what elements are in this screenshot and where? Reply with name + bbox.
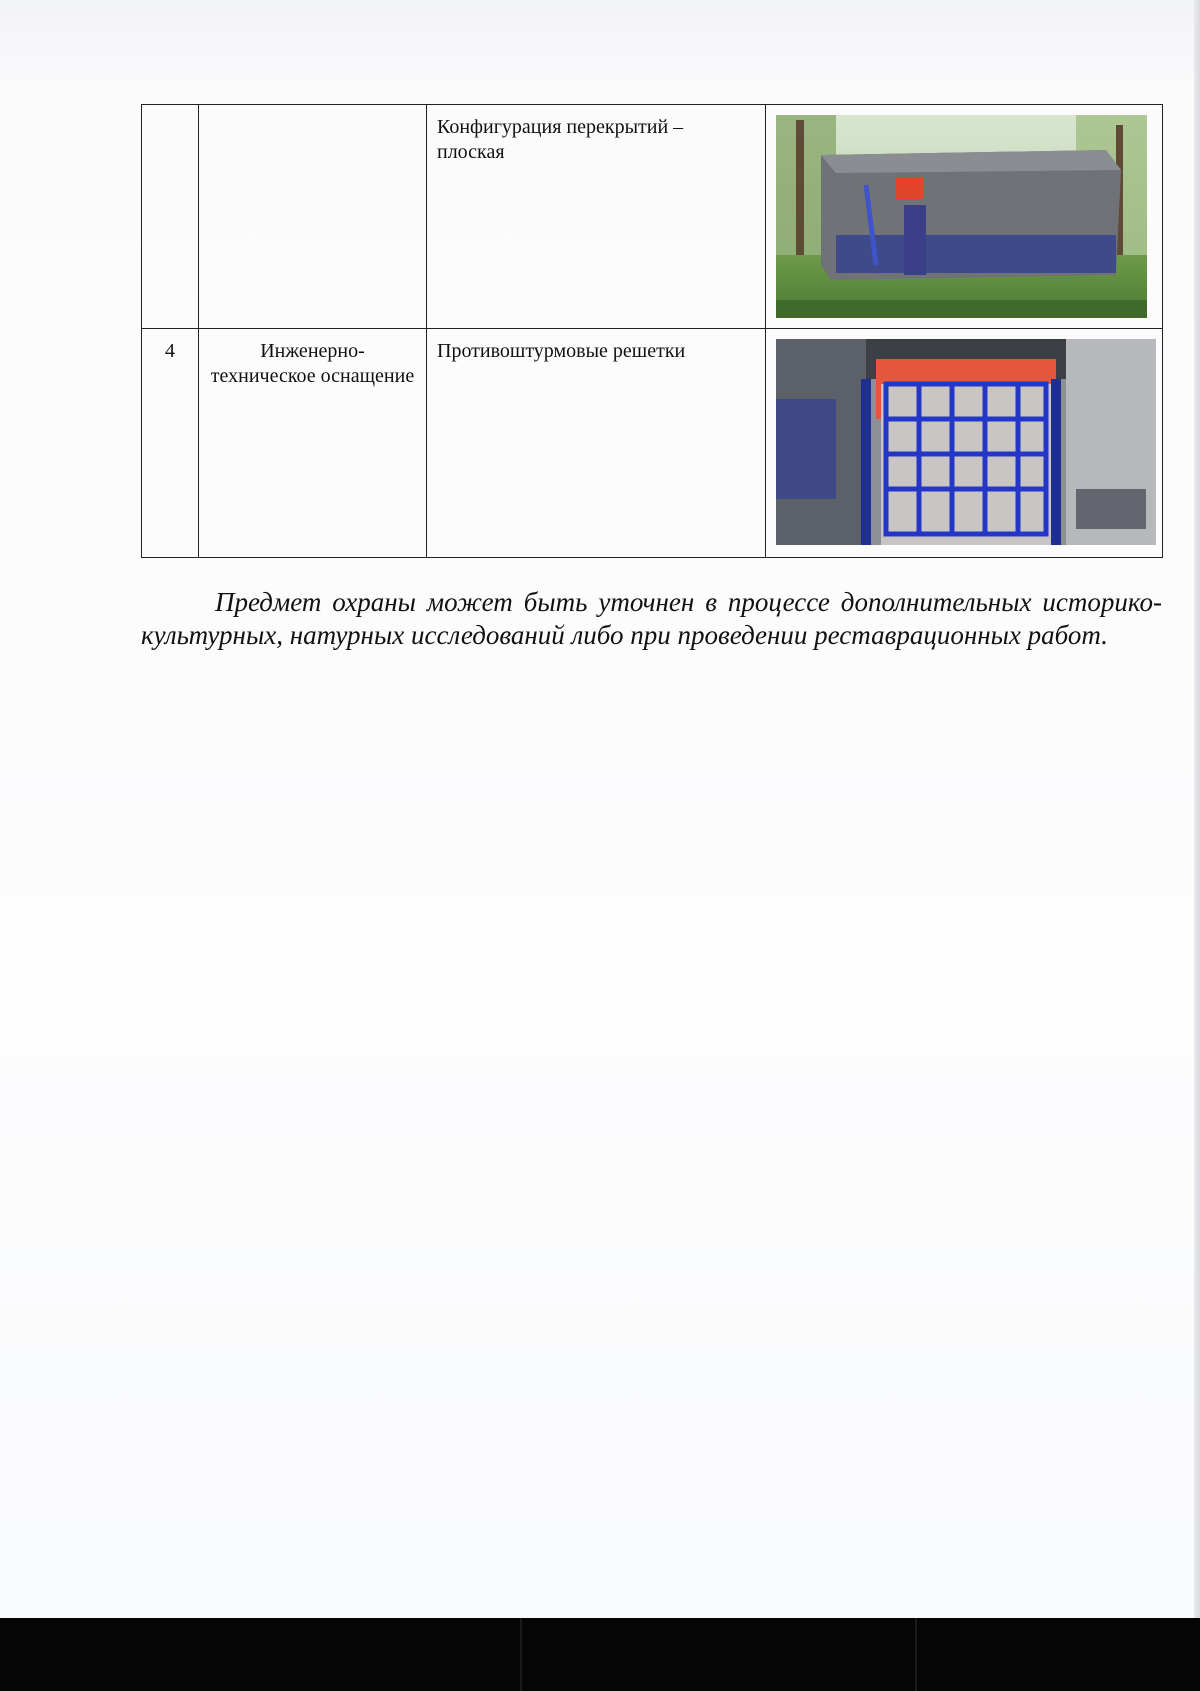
bunker-exterior-photo <box>776 115 1147 318</box>
scan-bottom-band <box>0 1618 1200 1691</box>
barred-door-photo <box>776 339 1156 545</box>
scan-edge <box>1194 0 1200 1620</box>
row-category: Инженерно-техническое оснащение <box>199 329 427 558</box>
row-photo-cell <box>766 105 1163 329</box>
scan-seam <box>915 1618 917 1691</box>
protection-note: Предмет охраны может быть уточнен в процессе дополнительных историко-культурных, натурных исследований либо при проведении реставрационных работ. <box>141 587 1162 650</box>
protection-subject-table <box>141 104 1163 558</box>
table-row <box>142 329 1163 558</box>
row-number: 4 <box>142 329 199 558</box>
row-description: Конфигурация перекрытий – плоская <box>427 105 766 329</box>
row-category <box>199 105 427 329</box>
table-row <box>142 105 1163 329</box>
scan-seam <box>520 1618 522 1691</box>
row-photo-cell <box>766 329 1163 558</box>
row-number <box>142 105 199 329</box>
row-description: Противоштурмовые решетки <box>427 329 766 558</box>
